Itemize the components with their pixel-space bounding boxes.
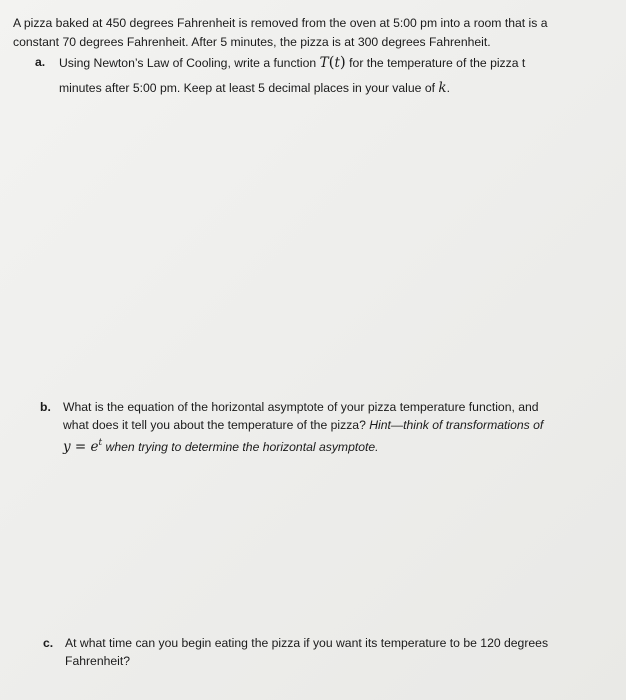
question-a-line-2 [59, 79, 595, 97]
intro-line-2: constant 70 degrees Fahrenheit. After 5 minutes, the pizza is at 300 degrees Fahrenheit. [13, 35, 491, 49]
question-b-line-2 [63, 416, 600, 434]
equation-lhs: y [63, 439, 71, 455]
equation-base: e [90, 439, 99, 455]
question-b-line-3-rest: when trying to determine the horizontal asymptote. [102, 440, 379, 454]
question-c-marker: c. [43, 636, 54, 650]
question-a-text [59, 53, 595, 97]
question-a-line-2-end: . [446, 81, 450, 95]
question-a-marker: a. [35, 55, 46, 69]
question-b-line-2-text: what does it tell you about the temperature of the pizza? [63, 418, 370, 432]
equation-sign: = [70, 439, 91, 455]
paren-open: ( [328, 53, 335, 71]
problem-intro [13, 14, 613, 52]
question-b-line-1: What is the equation of the horizontal asymptote of your pizza temperature function, and [63, 400, 539, 414]
question-c-text [65, 634, 603, 670]
paren-close: ) [339, 53, 346, 71]
constant-k: k [438, 80, 447, 96]
question-a-text-after: for the temperature of the pizza t [345, 56, 526, 70]
hint-label: Hint—think of transformations of [369, 418, 544, 432]
question-b-text [63, 398, 600, 456]
question-a-text-before: Using Newton’s Law of Cooling, write a function [59, 56, 320, 70]
question-b-marker: b. [40, 400, 51, 414]
question-a [35, 53, 595, 97]
question-a-line-2-text: minutes after 5:00 pm. Keep at least 5 decimal places in your value of [59, 81, 439, 95]
question-c [43, 634, 603, 670]
intro-line-1: A pizza baked at 450 degrees Fahrenheit is removed from the oven at 5:00 pm into a room that is a [13, 16, 548, 30]
function-variable: t [334, 55, 340, 71]
equation-exponent: t [98, 438, 103, 448]
question-c-line-2: Fahrenheit? [65, 654, 131, 668]
question-b [40, 398, 600, 456]
question-c-line-1: At what time can you begin eating the pizza if you want its temperature to be 120 degrees [65, 636, 549, 650]
function-name: T [319, 55, 329, 71]
question-b-line-3 [63, 434, 600, 456]
